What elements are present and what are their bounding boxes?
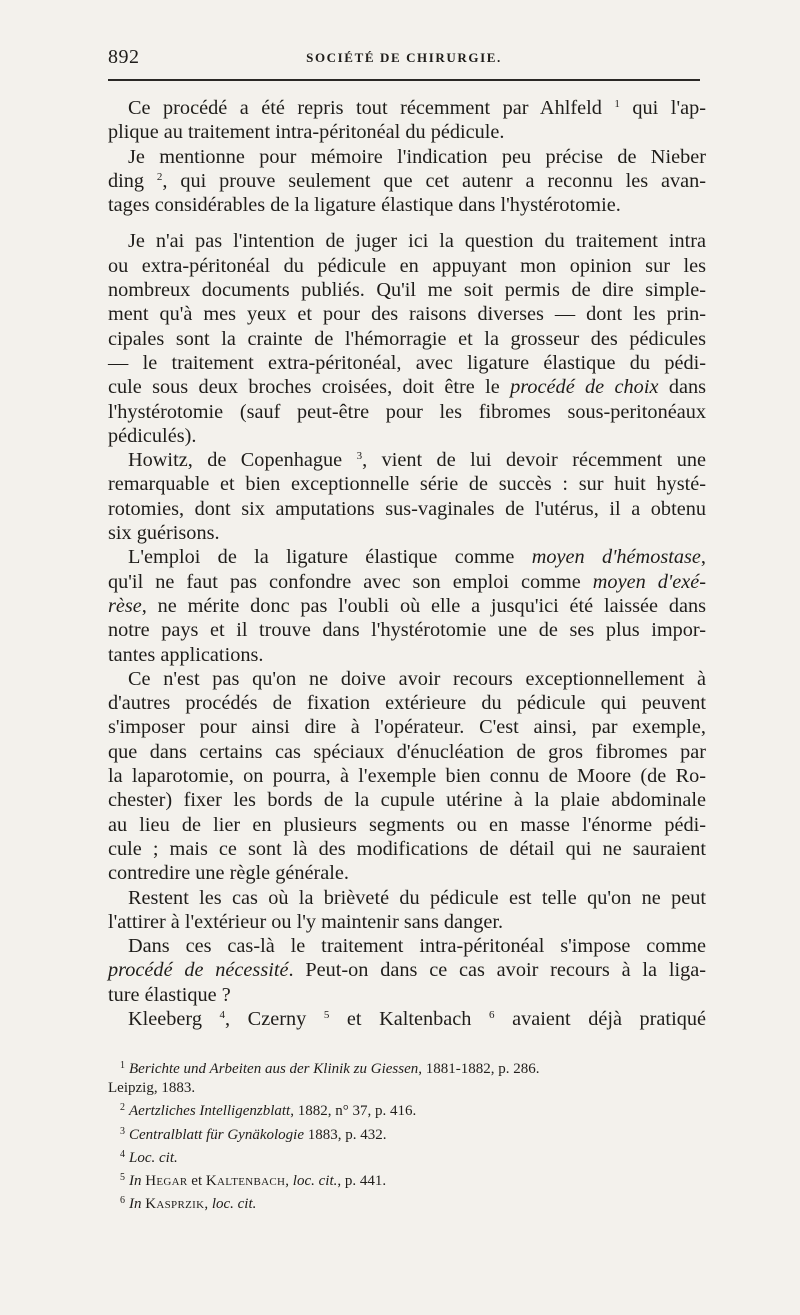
text-line — [108, 472, 706, 496]
italic-run: Berichte und Arbeiten aus der Klinik zu Giessen — [129, 1061, 419, 1077]
text-run: ture élastique ? — [108, 983, 231, 1006]
text-line — [108, 448, 706, 472]
footnote-line — [108, 1122, 706, 1145]
text-line — [108, 302, 706, 326]
footnotes — [108, 1056, 706, 1214]
text-run: Leipzig, 1883. — [108, 1080, 196, 1097]
text-line — [108, 120, 706, 144]
footnote-number: 1 — [120, 1060, 125, 1071]
text-line — [108, 667, 706, 691]
text-run: , — [204, 1196, 212, 1213]
text-run: — le traitement extra-péritonéal, avec ligature élastique du pédi- — [108, 351, 706, 374]
text-run: qui l'ap- — [619, 97, 706, 119]
text-line — [108, 254, 706, 278]
text-line — [108, 278, 706, 302]
text-line — [108, 886, 706, 910]
text-run: remarquable et bien exceptionnelle série de succès : sur huit hysté- — [108, 473, 706, 496]
text-line — [108, 400, 706, 424]
footnote-ref: 5 — [323, 1008, 330, 1021]
text-run: rotomies, dont six amputations sus-vaginales de l'utérus, il a obtenu — [108, 497, 706, 520]
text-run: plique au traitement intra-péritonéal du pédicule. — [108, 121, 505, 144]
text-line — [108, 934, 706, 958]
text-run: qu'il ne faut pas confondre avec son emploi comme — [108, 570, 593, 593]
footnote-ref: 6 — [489, 1008, 495, 1021]
text-line — [108, 351, 706, 375]
text-run: dans — [658, 376, 706, 399]
text-run: cule sous deux broches croisées, doit être le — [108, 376, 511, 399]
text-run: , vient de lui devoir récemment une — [362, 449, 706, 472]
text-run: Je n'ai pas l'intention de juger ici la question du traitement intra — [128, 230, 706, 253]
text-run: , — [285, 1173, 293, 1190]
text-line — [108, 618, 706, 642]
text-run: Kleeberg — [128, 1007, 220, 1030]
text-line — [108, 861, 706, 885]
text-run: ment qu'à mes yeux et pour des raisons diverses — dont les prin- — [108, 303, 706, 326]
text-line — [108, 497, 706, 521]
italic-run: In — [129, 1196, 146, 1213]
text-line — [108, 764, 706, 788]
italic-run: procédé de choix — [510, 376, 659, 399]
footnote-ref: 2 — [156, 170, 163, 183]
text-line — [108, 327, 706, 351]
small-caps-run: Hegar — [145, 1173, 188, 1190]
italic-run: moyen d'hémostase — [531, 546, 701, 569]
text-run: , qui prouve seulement que cet autenr a reconnu les avan- — [162, 169, 706, 192]
text-line — [108, 958, 706, 982]
footnote-line — [108, 1098, 706, 1121]
text-run: chester) fixer les bords de la cupule utérine à la plaie abdominale — [108, 789, 706, 812]
text-line — [108, 813, 706, 837]
text-line — [108, 1007, 706, 1031]
text-run: l'attirer à l'extérieur ou l'y maintenir sans danger. — [108, 910, 504, 933]
text-line — [108, 983, 706, 1007]
page-number: 892 — [108, 46, 140, 68]
text-line — [108, 910, 706, 934]
text-run: s'imposer pour ainsi dire à l'opérateur. C'est ainsi, par exemple, — [108, 716, 706, 739]
paragraph — [108, 886, 706, 935]
text-run: Dans ces cas-là le traitement intra-péritonéal s'impose comme — [128, 935, 706, 958]
italic-run: rèse — [108, 594, 142, 617]
text-line — [108, 96, 706, 120]
text-line — [108, 570, 706, 594]
text-run: tantes applications. — [108, 643, 264, 666]
text-line — [108, 643, 706, 667]
text-run: la laparotomie, on pourra, à l'exemple bien connu de Moore (de Ro- — [108, 765, 706, 788]
footnote-number: 5 — [120, 1172, 125, 1184]
footnote-line — [108, 1145, 706, 1168]
footnote-line — [108, 1168, 706, 1191]
text-line — [108, 424, 706, 448]
text-line — [108, 740, 706, 764]
footnote-line — [108, 1079, 706, 1098]
text-run: Ce procédé a été repris tout récemment par Ahlfeld — [128, 97, 615, 119]
italic-run: moyen d'exé- — [592, 570, 706, 593]
paragraph — [108, 545, 706, 666]
text-line — [108, 837, 706, 861]
footnote-ref: 1 — [614, 98, 620, 110]
italic-run: In — [129, 1173, 146, 1190]
italic-run: loc. cit. — [211, 1196, 257, 1213]
text-run: l'hystérotomie (sauf peut-être pour les fibromes sous-peritonéaux — [108, 400, 706, 423]
text-line — [108, 375, 706, 399]
text-run: Howitz, de Copenhague — [128, 449, 357, 472]
text-run: avaient déjà pratiqué — [494, 1007, 706, 1030]
footnote-ref: 4 — [219, 1008, 226, 1021]
text-run: notre pays et il trouve dans l'hystérotomie une de ses plus impor- — [108, 619, 706, 642]
footnote-ref: 3 — [356, 450, 363, 463]
italic-run: procédé de nécessité — [108, 959, 289, 982]
paragraph — [108, 667, 706, 886]
text-run: et Kaltenbach — [329, 1007, 489, 1030]
paragraph — [108, 96, 706, 145]
text-run: cule ; mais ce sont là des modifications de détail qui ne sauraient — [108, 837, 706, 860]
paragraph — [108, 145, 706, 218]
small-caps-run: Kasprzik — [145, 1196, 205, 1213]
text-run: et — [187, 1173, 206, 1190]
header-rule — [108, 79, 700, 81]
text-line — [108, 169, 706, 193]
text-run: tages considérables de la ligature élastique dans l'hystérotomie. — [108, 194, 621, 217]
footnote-number: 6 — [120, 1195, 125, 1207]
body-text — [108, 96, 706, 1031]
italic-run: Loc. cit. — [129, 1149, 178, 1166]
paragraph — [108, 934, 706, 1007]
text-run: , — [700, 546, 706, 569]
text-run: Je mentionne pour mémoire l'indication peu précise de Nieber — [128, 145, 706, 168]
text-line — [108, 691, 706, 715]
paragraph — [108, 1007, 706, 1031]
text-line — [108, 715, 706, 739]
footnote-number: 2 — [120, 1102, 125, 1114]
text-line — [108, 145, 706, 169]
running-title: SOCIÉTÉ DE CHIRURGIE. — [306, 50, 502, 65]
text-line — [108, 788, 706, 812]
text-run: que dans certains cas spéciaux d'énucléation de gros fibromes par — [108, 740, 706, 763]
text-run: au lieu de lier en plusieurs segments ou en masse l'énorme pédi- — [108, 813, 706, 836]
text-line — [108, 229, 706, 253]
text-line — [108, 193, 706, 217]
italic-run: Aertzliches Intelligenzblatt — [129, 1103, 291, 1120]
text-run: , 1882, n° 37, p. 416. — [290, 1103, 417, 1120]
footnote-line — [108, 1056, 706, 1079]
text-run: 1883, p. 432. — [303, 1126, 387, 1143]
footnote-number: 4 — [120, 1148, 125, 1160]
paragraph — [108, 229, 706, 448]
text-run: , Czerny — [225, 1007, 324, 1030]
text-run: pédiculés). — [108, 424, 197, 447]
text-line — [108, 594, 706, 618]
text-run: , ne mérite donc pas l'oubli où elle a jusqu'ici été laissée dans — [141, 594, 706, 617]
text-run: Ce n'est pas qu'on ne doive avoir recours exceptionnellement à — [128, 667, 706, 690]
text-run: , p. 441. — [337, 1173, 387, 1190]
page-header — [108, 46, 700, 70]
text-line — [108, 521, 706, 545]
text-run: contredire une règle générale. — [108, 862, 349, 885]
text-run: , 1881-1882, p. 286. — [418, 1061, 540, 1077]
text-run: cipales sont la crainte de l'hémorragie et la grosseur des pédicules — [108, 327, 706, 350]
text-run: . Peut-on dans ce cas avoir recours à la liga- — [288, 959, 706, 982]
footnote-line — [108, 1191, 706, 1214]
text-run: Restent les cas où la brièveté du pédicule est telle qu'on ne peut — [128, 886, 706, 909]
text-run: L'emploi de la ligature élastique comme — [128, 546, 532, 569]
text-run: ding — [108, 169, 157, 192]
italic-run: loc. cit. — [292, 1173, 338, 1190]
text-run: ou extra-péritonéal du pédicule en appuyant mon opinion sur les — [108, 254, 706, 277]
small-caps-run: Kaltenbach — [205, 1173, 286, 1190]
text-run: nombreux documents publiés. Qu'il me soit permis de dire simple- — [108, 279, 706, 302]
text-run: six guérisons. — [108, 522, 220, 545]
text-line — [108, 545, 706, 569]
footnote-number: 3 — [120, 1125, 125, 1137]
text-run: d'autres procédés de fixation extérieure du pédicule qui peuvent — [108, 692, 706, 715]
paragraph — [108, 448, 706, 545]
italic-run: Centralblatt für Gynäkologie — [129, 1126, 304, 1143]
